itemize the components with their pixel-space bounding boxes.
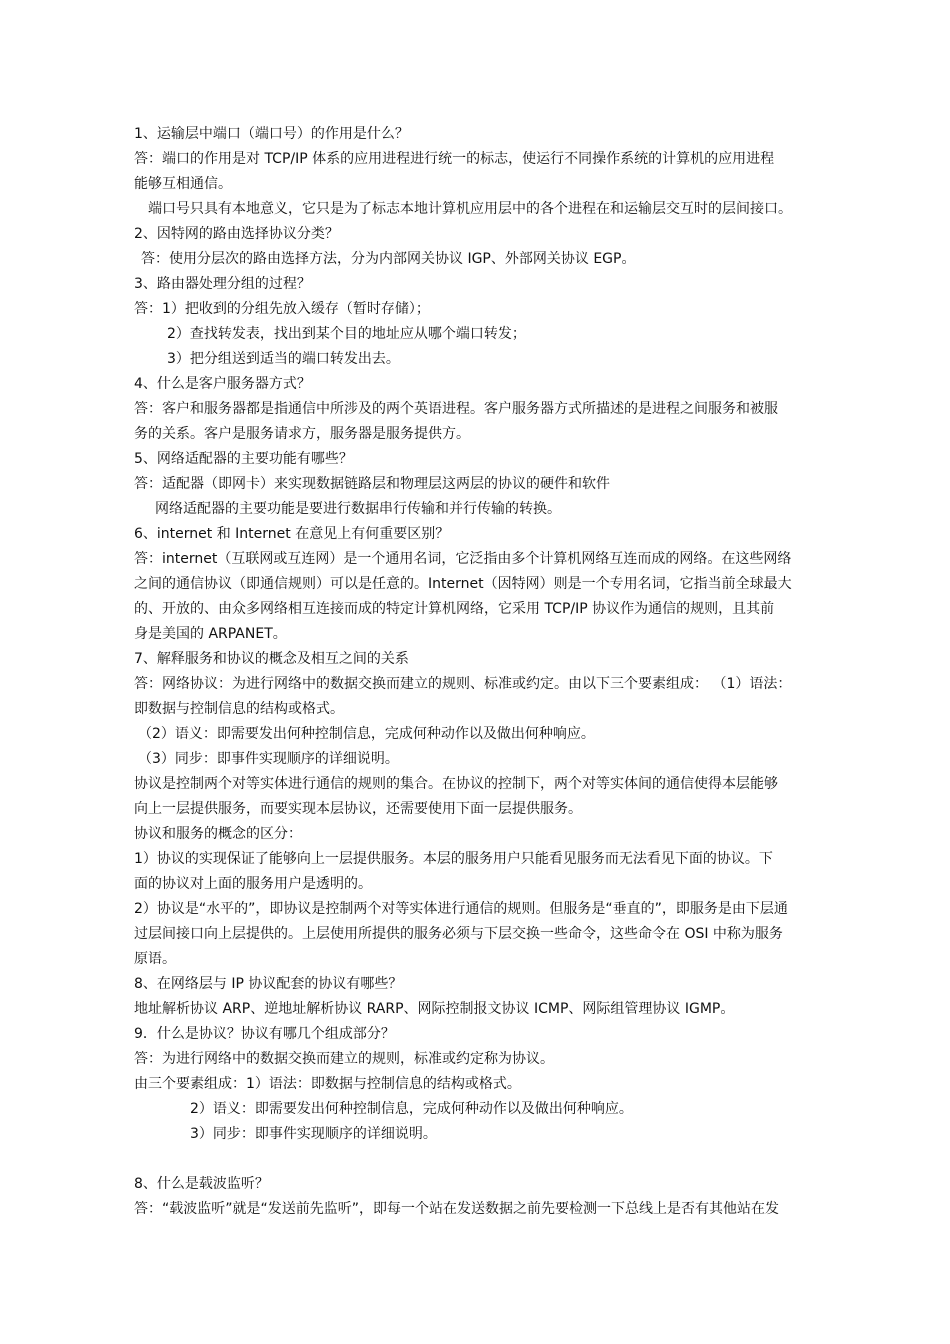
question-5: 5、网络适配器的主要功能有哪些？ <box>134 451 353 467</box>
answer-6-line: 之间的通信协议（即通信规则）可以是任意的。Internet（因特网）则是一个专用名词，它指当前全球最大 <box>134 576 792 592</box>
answer-9-line: 3）同步：即事件实现顺序的详细说明。 <box>190 1126 437 1142</box>
answer-7-line: 即数据与控制信息的结构或格式。 <box>134 701 344 717</box>
answer-1-line: 端口号只具有本地意义，它只是为了标志本地计算机应用层中的各个进程在和运输层交互时的层间接口。 <box>148 201 792 217</box>
answer-carrier-sense-line: 答：“载波监听”就是“发送前先监听”，即每一个站在发送数据之前先要检测一下总线上是否有其他站在发 <box>134 1201 780 1217</box>
answer-3-line: 答：1）把收到的分组先放入缓存（暂时存储）； <box>134 301 430 317</box>
answer-7-line: 协议是控制两个对等实体进行通信的规则的集合。在协议的控制下，两个对等实体间的通信使得本层能够 <box>134 776 778 792</box>
answer-6-line: 身是美国的 ARPANET。 <box>134 626 287 642</box>
question-8: 8、在网络层与 IP 协议配套的协议有哪些？ <box>134 976 403 992</box>
answer-7-line: 2）协议是“水平的”，即协议是控制两个对等实体进行通信的规则。但服务是“垂直的”，即服务是由下层通 <box>134 901 788 917</box>
answer-7-line: 原语。 <box>134 951 176 967</box>
question-1: 1、运输层中端口（端口号）的作用是什么？ <box>134 126 409 142</box>
answer-3-line: 3）把分组送到适当的端口转发出去。 <box>167 351 400 367</box>
answer-8-line: 地址解析协议 ARP、逆地址解析协议 RARP、网际控制报文协议 ICMP、网际组管理协议 IGMP。 <box>134 1001 735 1017</box>
answer-6-line: 的、开放的、由众多网络相互连接而成的特定计算机网络，它采用 TCP/IP 协议作为通信的规则，且其前 <box>134 601 775 617</box>
question-4: 4、什么是客户服务器方式？ <box>134 376 311 392</box>
answer-7-line: （2）语义：即需要发出何种控制信息，完成何种动作以及做出何种响应。 <box>138 726 595 742</box>
answer-7-line: 答：网络协议：为进行网络中的数据交换而建立的规则、标准或约定。由以下三个要素组成： （1）语法： <box>134 676 792 692</box>
answer-7-line: （3）同步：即事件实现顺序的详细说明。 <box>138 751 399 767</box>
question-9: 9．什么是协议？协议有哪几个组成部分？ <box>134 1026 395 1042</box>
answer-3-line: 2）查找转发表，找出到某个目的地址应从哪个端口转发； <box>167 326 526 342</box>
answer-1-line: 答：端口的作用是对 TCP/IP 体系的应用进程进行统一的标志，使运行不同操作系统的计算机的应用进程 <box>134 151 775 167</box>
answer-2-line: 答：使用分层次的路由选择方法，分为内部网关协议 IGP、外部网关协议 EGP。 <box>141 251 636 267</box>
answer-9-line: 答：为进行网络中的数据交换而建立的规则，标准或约定称为协议。 <box>134 1051 554 1067</box>
answer-7-line: 面的协议对上面的服务用户是透明的。 <box>134 876 372 892</box>
answer-9-line: 2）语义：即需要发出何种控制信息，完成何种动作以及做出何种响应。 <box>190 1101 633 1117</box>
question-6: 6、internet 和 Internet 在意见上有何重要区别？ <box>134 526 450 542</box>
answer-4-line: 答：客户和服务器都是指通信中所涉及的两个英语进程。客户服务器方式所描述的是进程之间服务和被服 <box>134 401 778 417</box>
question-carrier-sense: 8、什么是载波监听？ <box>134 1176 269 1192</box>
answer-7-line: 1）协议的实现保证了能够向上一层提供服务。本层的服务用户只能看见服务而无法看见下面的协议。下 <box>134 851 773 867</box>
answer-4-line: 务的关系。客户是服务请求方，服务器是服务提供方。 <box>134 426 470 442</box>
answer-5-line: 答：适配器（即网卡）来实现数据链路层和物理层这两层的协议的硬件和软件 <box>134 476 610 492</box>
answer-7-line: 过层间接口向上层提供的。上层使用所提供的服务必须与下层交换一些命令，这些命令在 OSI 中称为服务 <box>134 926 783 942</box>
answer-7-line: 向上一层提供服务，而要实现本层协议，还需要使用下面一层提供服务。 <box>134 801 582 817</box>
question-3: 3、路由器处理分组的过程？ <box>134 276 311 292</box>
answer-5-line: 网络适配器的主要功能是要进行数据串行传输和并行传输的转换。 <box>155 501 561 517</box>
answer-6-line: 答：internet（互联网或互连网）是一个通用名词，它泛指由多个计算机网络互连而成的网络。在这些网络 <box>134 551 792 567</box>
answer-9-line: 由三个要素组成：1）语法：即数据与控制信息的结构或格式。 <box>134 1076 521 1092</box>
answer-1-line: 能够互相通信。 <box>134 176 232 192</box>
question-2: 2、因特网的路由选择协议分类？ <box>134 226 339 242</box>
answer-7-line: 协议和服务的概念的区分： <box>134 826 302 842</box>
question-7: 7、解释服务和协议的概念及相互之间的关系 <box>134 651 409 667</box>
